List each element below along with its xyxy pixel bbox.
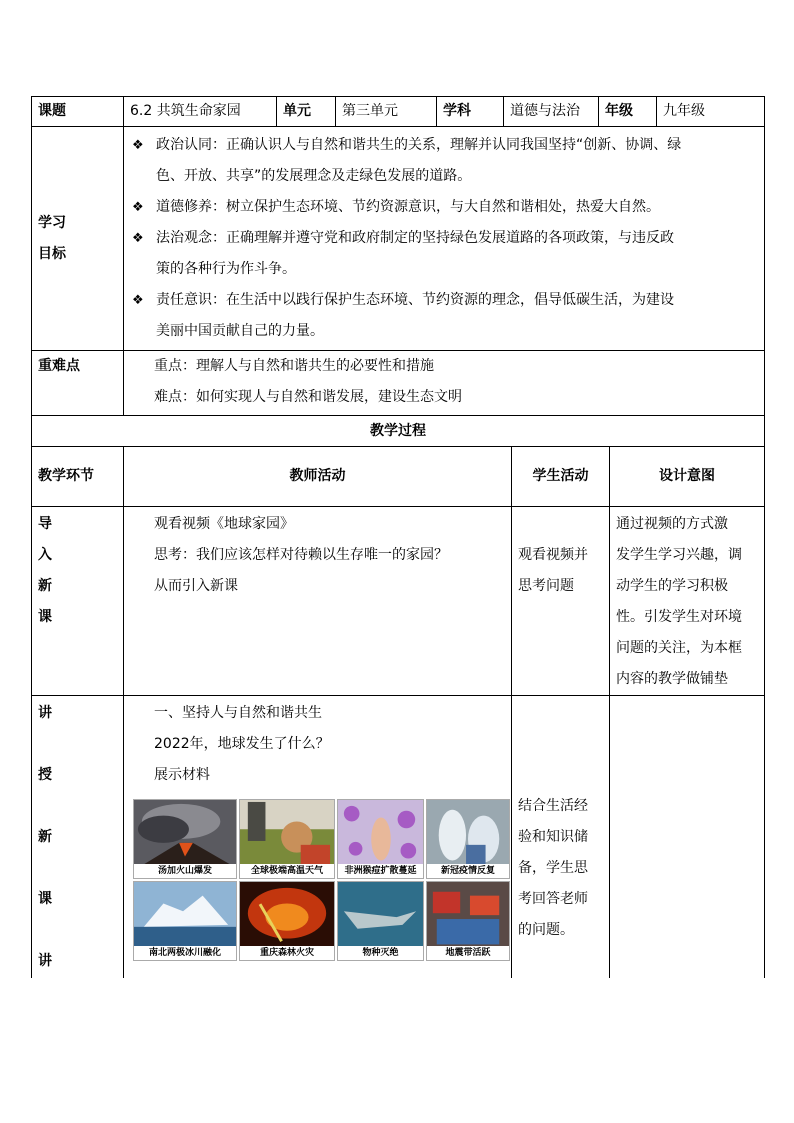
objective-item: ❖ 法治观念：正确理解并遵守党和政府制定的坚持绿色发展道路的各项政策，与违反政 策的各种行为作斗争。 (130, 223, 758, 285)
intro-student: 观看视频并 思考问题 (512, 507, 610, 696)
material-image-grid (133, 799, 505, 961)
lesson-plan-page (31, 96, 764, 978)
objectives-label: 学习 目标 (32, 127, 124, 351)
lecture-teacher: 一、坚持人与自然和谐共生 2022年，地球发生了什么？ 展示材料 汤加火山爆发 全球极端高温天气 非洲猴痘扩散蔓延 新冠疫情反复 南北两极冰川融化 重庆森林火灾 物种灭绝 地震带活跃 (124, 696, 512, 979)
col-stage: 教学环节 (32, 447, 124, 507)
image-fish: 物种灭绝 (337, 881, 424, 961)
objectives-content (124, 127, 765, 351)
diamond-bullet-icon: ❖ (132, 138, 144, 153)
unit-value: 第三单元 (336, 97, 437, 127)
diamond-bullet-icon: ❖ (132, 293, 144, 308)
image-earthquake: 地震带活跃 (426, 881, 510, 961)
objective-item: ❖ 政治认同：正确认识人与自然和谐共生的关系，理解并认同我国坚持“创新、协调、绿 色、开放、共享”的发展理念及走绿色发展的道路。 (130, 130, 758, 192)
col-student: 学生活动 (512, 447, 610, 507)
difficult-point: 难点：如何实现人与自然和谐发展，建设生态文明 (154, 389, 462, 405)
image-volcano: 汤加火山爆发 (133, 799, 237, 879)
process-title: 教学过程 (32, 416, 765, 447)
key-point: 重点：理解人与自然和谐共生的必要性和措施 (154, 358, 434, 374)
image-fire: 重庆森林火灾 (239, 881, 335, 961)
lecture-row (32, 696, 765, 979)
keypoints-label: 重难点 (32, 351, 124, 416)
col-intent: 设计意图 (610, 447, 765, 507)
process-table (31, 446, 765, 978)
diamond-bullet-icon: ❖ (132, 231, 144, 246)
keypoints-row (32, 351, 765, 416)
objectives-row (32, 127, 765, 351)
unit-label: 单元 (277, 97, 336, 127)
image-heat: 全球极端高温天气 (239, 799, 335, 879)
intro-row (32, 507, 765, 696)
objective-item: ❖ 道德修养：树立保护生态环境、节约资源意识，与大自然和谐相处，热爱大自然。 (130, 192, 758, 223)
header-row (32, 97, 765, 127)
objective-item: ❖ 责任意识：在生活中以践行保护生态环境、节约资源的理念，倡导低碳生活，为建设 美丽中国贡献自己的力量。 (130, 285, 758, 347)
grade-label: 年级 (599, 97, 657, 127)
lecture-intent (610, 696, 765, 979)
process-header-row (32, 447, 765, 507)
lecture-student: 结合生活经 验和知识储 备，学生思 考回答老师 的问题。 (512, 696, 610, 979)
subject-label: 学科 (437, 97, 504, 127)
diamond-bullet-icon: ❖ (132, 200, 144, 215)
image-virus: 非洲猴痘扩散蔓延 (337, 799, 424, 879)
lesson-value: 6.2 共筑生命家园 (124, 97, 277, 127)
keypoints-content (124, 351, 765, 416)
lecture-stage: 讲 授 新 课 讲 (32, 696, 124, 979)
intro-teacher: 观看视频《地球家园》 思考：我们应该怎样对待赖以生存唯一的家园？ 从而引入新课 (124, 507, 512, 696)
grade-value: 九年级 (657, 97, 765, 127)
intro-intent: 通过视频的方式激 发学生学习兴趣，调 动学生的学习积极 性。引发学生对环境 问题的关注，为本框 内容的教学做铺垫 (610, 507, 765, 696)
process-title-row (32, 416, 765, 447)
col-teacher: 教师活动 (124, 447, 512, 507)
subject-value: 道德与法治 (504, 97, 599, 127)
image-glacier: 南北两极冰川融化 (133, 881, 237, 961)
lesson-plan-table (31, 96, 765, 447)
intro-stage: 导 入 新 课 (32, 507, 124, 696)
lesson-label: 课题 (32, 97, 124, 127)
image-medical: 新冠疫情反复 (426, 799, 510, 879)
